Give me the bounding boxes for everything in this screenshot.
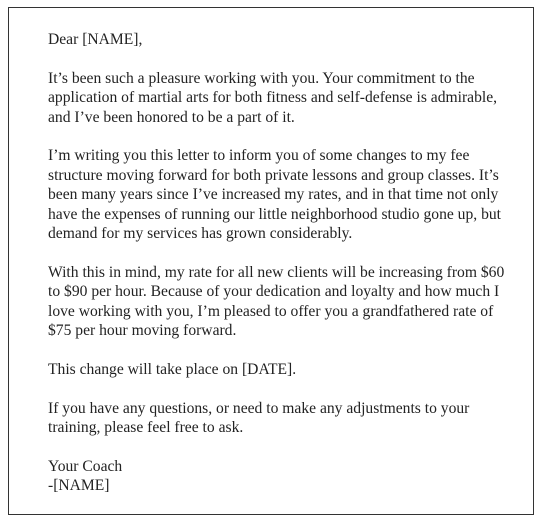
letter-body [48,30,518,496]
letter-paragraph-2: I’m writing you this letter to inform you of some changes to my fee structure moving forward for both private lessons and group classes. It’s been many years since I’ve increased my rates, and in that time not only have the expenses of running our little neighborhood studio gone up, but demand for my services has grown considerably. [48,147,502,243]
letter-signature: -[NAME] [48,477,110,495]
letter-paragraph-5: If you have any questions, or need to make any adjustments to your training, please feel free to ask. [48,399,470,437]
letter-paragraph-3: With this in mind, my rate for all new clients will be increasing from $60 to $90 per hour. Because of your dedication and loyalty and how much I love working with you, I’m pleased to offer you a grandfathered rate of $75 per hour moving forward. [48,263,505,340]
letter-salutation: Dear [NAME], [48,31,143,48]
letter-closing: Your Coach [48,457,123,475]
letter-paragraph-4: This change will take place on [DATE]. [48,360,297,378]
letter-paragraph-1: It’s been such a pleasure working with you. Your commitment to the application of martial arts for both fitness and self-defense is admirable, and I’ve been honored to be a part of it. [48,69,498,126]
letter-frame [8,7,534,515]
